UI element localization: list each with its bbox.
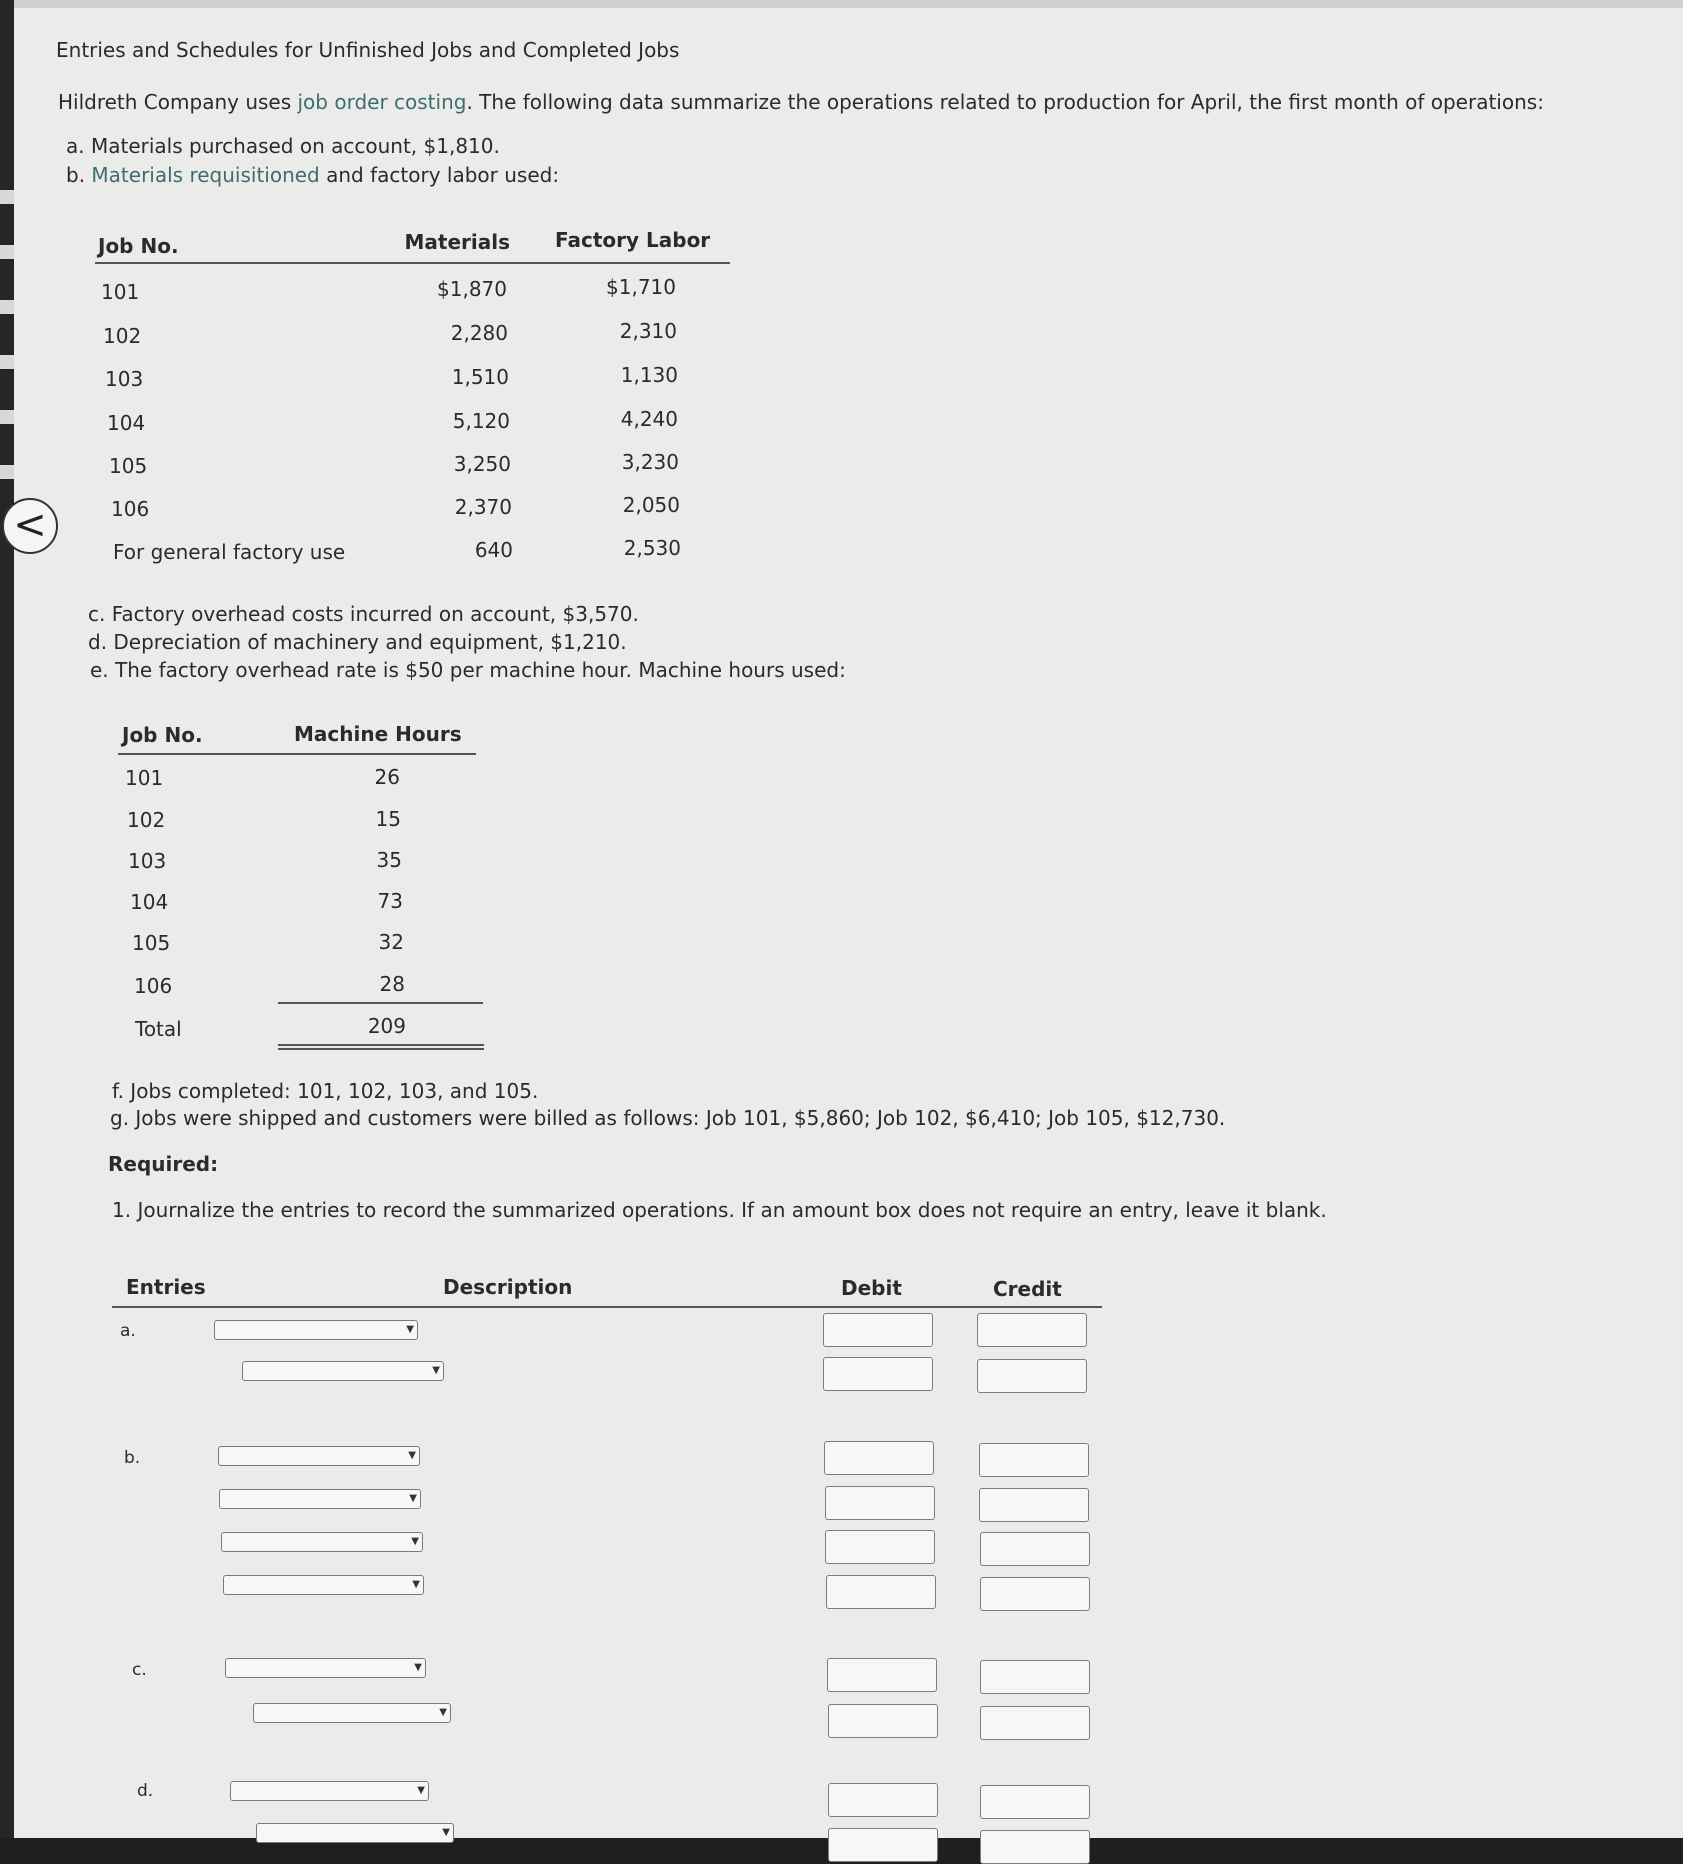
table2-header-hours: Machine Hours (294, 722, 462, 746)
table-row-job: 102 (127, 808, 166, 832)
credit-input[interactable] (980, 1706, 1090, 1740)
chevron-down-icon: ▼ (442, 1827, 450, 1838)
item-g: g. Jobs were shipped and customers were billed as follows: Job 101, $5,860; Job 102, $6,410; Job 105, $12,730. (110, 1106, 1226, 1130)
chevron-down-icon: ▼ (412, 1579, 420, 1590)
account-select[interactable] (256, 1823, 454, 1843)
credit-input[interactable] (980, 1532, 1090, 1566)
debit-input[interactable] (826, 1575, 936, 1609)
account-select[interactable] (223, 1575, 424, 1595)
item-f: f. Jobs completed: 101, 102, 103, and 105. (112, 1079, 539, 1103)
account-select[interactable] (214, 1320, 418, 1340)
entry-label-c: c. (132, 1660, 147, 1680)
account-select[interactable] (230, 1781, 429, 1801)
table1-header-rule (95, 262, 730, 264)
chevron-down-icon: ▼ (417, 1785, 425, 1796)
table-row-job: 104 (107, 411, 146, 435)
table-row-labor: 4,240 (620, 407, 678, 431)
table-row-hours: 15 (375, 807, 401, 831)
table-row-materials: $1,870 (437, 277, 507, 301)
journal-header-debit: Debit (841, 1276, 902, 1300)
table-row-materials: 3,250 (453, 452, 511, 476)
table-row-job: 103 (128, 849, 167, 873)
credit-input[interactable] (977, 1359, 1087, 1393)
table-row-job: 105 (109, 454, 148, 478)
table-row-job: 101 (125, 766, 164, 790)
account-select[interactable] (218, 1446, 420, 1466)
journal-header-description: Description (443, 1275, 573, 1299)
table-row-materials: 640 (474, 538, 513, 562)
entry-label-d: d. (137, 1781, 154, 1801)
back-chevron-icon[interactable]: < (2, 498, 58, 554)
table-row-job: 104 (130, 890, 169, 914)
table2-header-job: Job No. (122, 723, 203, 747)
credit-input[interactable] (980, 1577, 1090, 1611)
account-select[interactable] (221, 1532, 423, 1552)
credit-input[interactable] (977, 1313, 1087, 1347)
table-row-labor: $1,710 (606, 275, 676, 299)
table-row-job: 103 (105, 367, 144, 391)
materials-requisitioned-link[interactable]: Materials requisitioned (91, 163, 320, 187)
table-row-hours: 26 (374, 765, 400, 789)
account-select[interactable] (219, 1489, 421, 1509)
debit-input[interactable] (825, 1486, 935, 1520)
item-b-prefix: b. (66, 163, 92, 187)
total-rule (278, 1002, 483, 1004)
job-order-costing-link[interactable]: job order costing (297, 90, 467, 114)
item-e: e. The factory overhead rate is $50 per machine hour. Machine hours used: (90, 658, 846, 682)
debit-input[interactable] (828, 1828, 938, 1862)
item-b (66, 163, 559, 187)
table2-header-rule (118, 753, 476, 755)
table-row-job: 101 (101, 280, 140, 304)
item-c: c. Factory overhead costs incurred on account, $3,570. (88, 602, 639, 626)
table-row-job: For general factory use (113, 540, 346, 564)
account-select[interactable] (242, 1361, 444, 1381)
table-row-hours: 35 (376, 848, 402, 872)
intro-paragraph (58, 90, 1544, 114)
debit-input[interactable] (823, 1313, 933, 1347)
item-a: a. Materials purchased on account, $1,810. (66, 134, 500, 158)
debit-input[interactable] (824, 1441, 934, 1475)
table-row-job: 106 (134, 974, 173, 998)
debit-input[interactable] (823, 1357, 933, 1391)
table-row-job: 102 (103, 324, 142, 348)
table-row-job: 106 (111, 497, 150, 521)
journal-header-rule (112, 1306, 1102, 1308)
debit-input[interactable] (828, 1783, 938, 1817)
journal-header-entries: Entries (126, 1275, 206, 1299)
credit-input[interactable] (980, 1660, 1090, 1694)
debit-input[interactable] (825, 1530, 935, 1564)
instruction-text: 1. Journalize the entries to record the summarized operations. If an amount box does not require an entry, leave it blank. (112, 1198, 1327, 1222)
table-row-materials: 2,370 (454, 495, 512, 519)
chevron-down-icon: ▼ (406, 1324, 414, 1335)
credit-input[interactable] (979, 1443, 1089, 1477)
item-d: d. Depreciation of machinery and equipment, $1,210. (88, 630, 627, 654)
page-title: Entries and Schedules for Unfinished Jobs and Completed Jobs (56, 38, 680, 62)
table-row-hours: 32 (378, 930, 404, 954)
intro-text-end: . The following data summarize the operations related to production for April, the first month of operations: (466, 90, 1544, 114)
chevron-down-icon: ▼ (409, 1493, 417, 1504)
intro-text: Hildreth Company uses (58, 90, 298, 114)
table-row-materials: 2,280 (450, 321, 508, 345)
table-row-labor: 1,130 (620, 363, 678, 387)
entry-label-a: a. (120, 1321, 136, 1341)
table-row-labor: 2,530 (623, 536, 681, 560)
journal-header-credit: Credit (993, 1277, 1062, 1301)
item-b-suffix: and factory labor used: (319, 163, 560, 187)
credit-input[interactable] (980, 1785, 1090, 1819)
table1-header-job: Job No. (98, 234, 179, 258)
required-label: Required: (108, 1152, 219, 1176)
credit-input[interactable] (980, 1830, 1090, 1864)
table-row-labor: 2,310 (619, 319, 677, 343)
debit-input[interactable] (828, 1704, 938, 1738)
entry-label-b: b. (124, 1448, 141, 1468)
table1-header-labor: Factory Labor (555, 228, 711, 252)
chevron-down-icon: ▼ (439, 1707, 447, 1718)
table2-total-value: 209 (367, 1014, 406, 1038)
account-select[interactable] (225, 1658, 426, 1678)
table2-total-label: Total (135, 1017, 182, 1041)
table-row-hours: 73 (377, 889, 403, 913)
double-rule-bottom (278, 1048, 484, 1050)
table-row-materials: 5,120 (452, 409, 510, 433)
table-row-labor: 3,230 (621, 450, 679, 474)
table-row-labor: 2,050 (622, 493, 680, 517)
chevron-down-icon: ▼ (408, 1450, 416, 1461)
credit-input[interactable] (979, 1488, 1089, 1522)
table1-header-materials: Materials (404, 230, 510, 254)
chevron-down-icon: ▼ (414, 1662, 422, 1673)
debit-input[interactable] (827, 1658, 937, 1692)
double-rule-top (278, 1044, 484, 1046)
table-row-materials: 1,510 (451, 365, 509, 389)
chevron-down-icon: ▼ (411, 1536, 419, 1547)
account-select[interactable] (253, 1703, 451, 1723)
table-row-hours: 28 (379, 972, 405, 996)
table-row-job: 105 (132, 931, 171, 955)
chevron-down-icon: ▼ (432, 1365, 440, 1376)
